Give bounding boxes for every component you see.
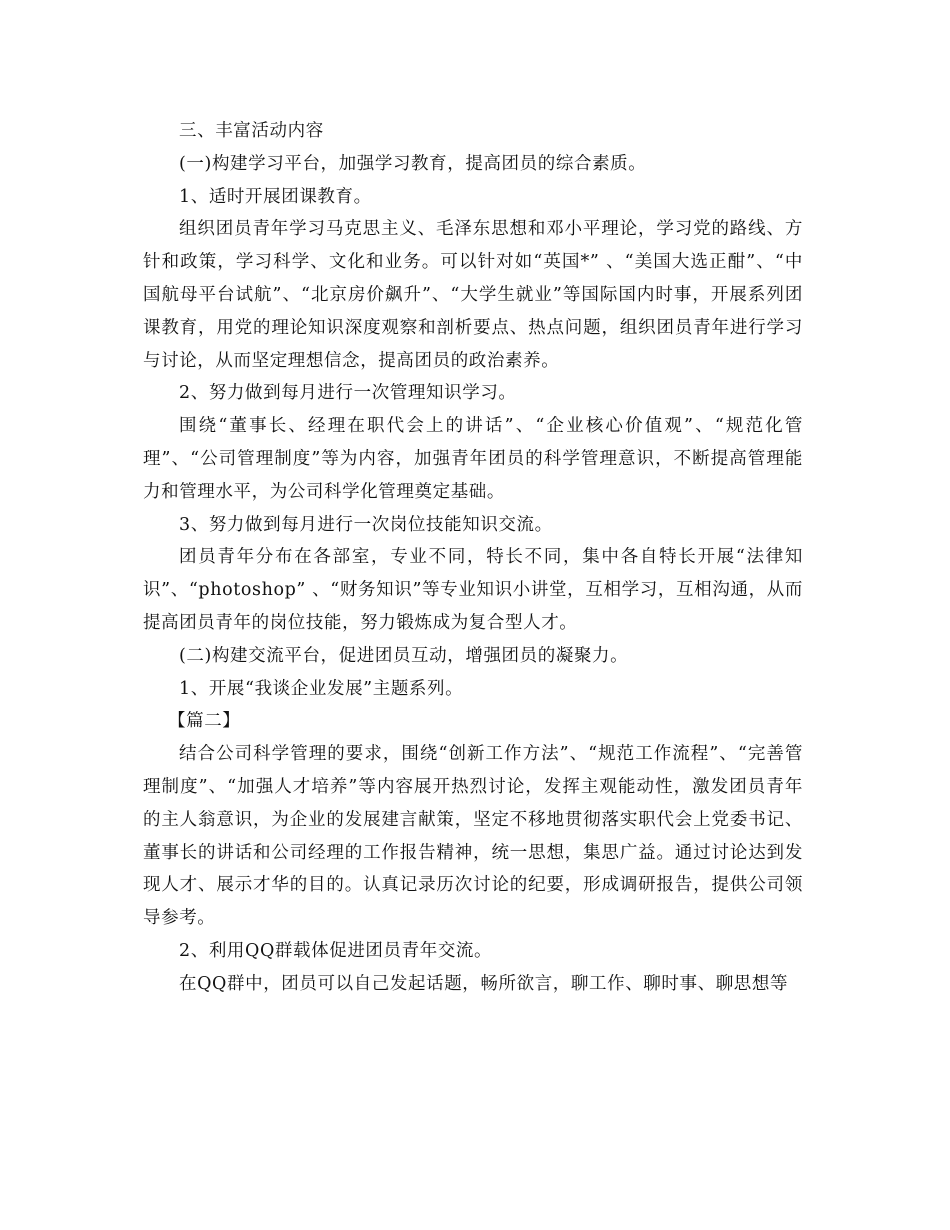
section-heading: 三、丰富活动内容	[179, 121, 324, 141]
item-heading: 2、利用QQ群载体促进团员青年交流。	[179, 940, 493, 961]
body-paragraph: 结合公司科学管理的要求，围绕“创新工作方法”、“规范工作流程”、“完善管理制度”、“加强人才培养”等内容展开热烈讨论，发挥主观能动性，激发团员青年的主人翁意识，为企业的发展建言献策，坚定不移地贯彻落实职代会上党委书记、董事长的讲话和公司经理的工作报告精神，统一思想，集思广益。通过讨论达到发现人才、展示才华的目的。认真记录历次讨论的纪要，形成调研报告，提供公司领导参考。	[143, 744, 803, 929]
body-paragraph: 团员青年分布在各部室，专业不同，特长不同，集中各自特长开展“法律知识”、“photoshop” 、“财务知识”等专业知识小讲堂，互相学习，互相沟通，从而提高团员青年的岗位技能，努力锻炼成为复合型人才。	[143, 547, 803, 633]
subsection-heading: (二)构建交流平台，促进团员互动，增强团员的凝聚力。	[179, 645, 629, 666]
body-paragraph: 在QQ群中，团员可以自己发起话题，畅所欲言，聊工作、聊时事、聊思想等	[179, 973, 789, 994]
subsection-heading: (一)构建学习平台，加强学习教育，提高团员的综合素质。	[179, 153, 647, 174]
item-heading: 3、努力做到每月进行一次岗位技能知识交流。	[179, 514, 553, 535]
part-heading: 【篇二】	[168, 711, 241, 732]
document-page	[143, 115, 803, 1001]
item-heading: 1、适时开展团课教育。	[179, 186, 372, 207]
body-paragraph: 组织团员青年学习马克思主义、毛泽东思想和邓小平理论，学习党的路线、方针和政策，学习科学、文化和业务。可以针对如“英国*” 、“美国大选正酣”、“中国航母平台试航”、“北京房价飙升”、“大学生就业”等国际国内时事，开展系列团课教育，用党的理论知识深度观察和剖析要点、热点问题，组织团员青年进行学习与讨论，从而坚定理想信念，提高团员的政治素养。	[143, 219, 803, 371]
body-paragraph: 围绕“董事长、经理在职代会上的讲话”、“企业核心价值观”、“规范化管理”、“公司管理制度”等为内容，加强青年团员的科学管理意识，不断提高管理能力和管理水平，为公司科学化管理奠定基础。	[143, 416, 803, 502]
item-heading: 2、努力做到每月进行一次管理知识学习。	[179, 383, 517, 404]
item-heading: 1、开展“我谈企业发展”主题系列。	[179, 678, 464, 699]
